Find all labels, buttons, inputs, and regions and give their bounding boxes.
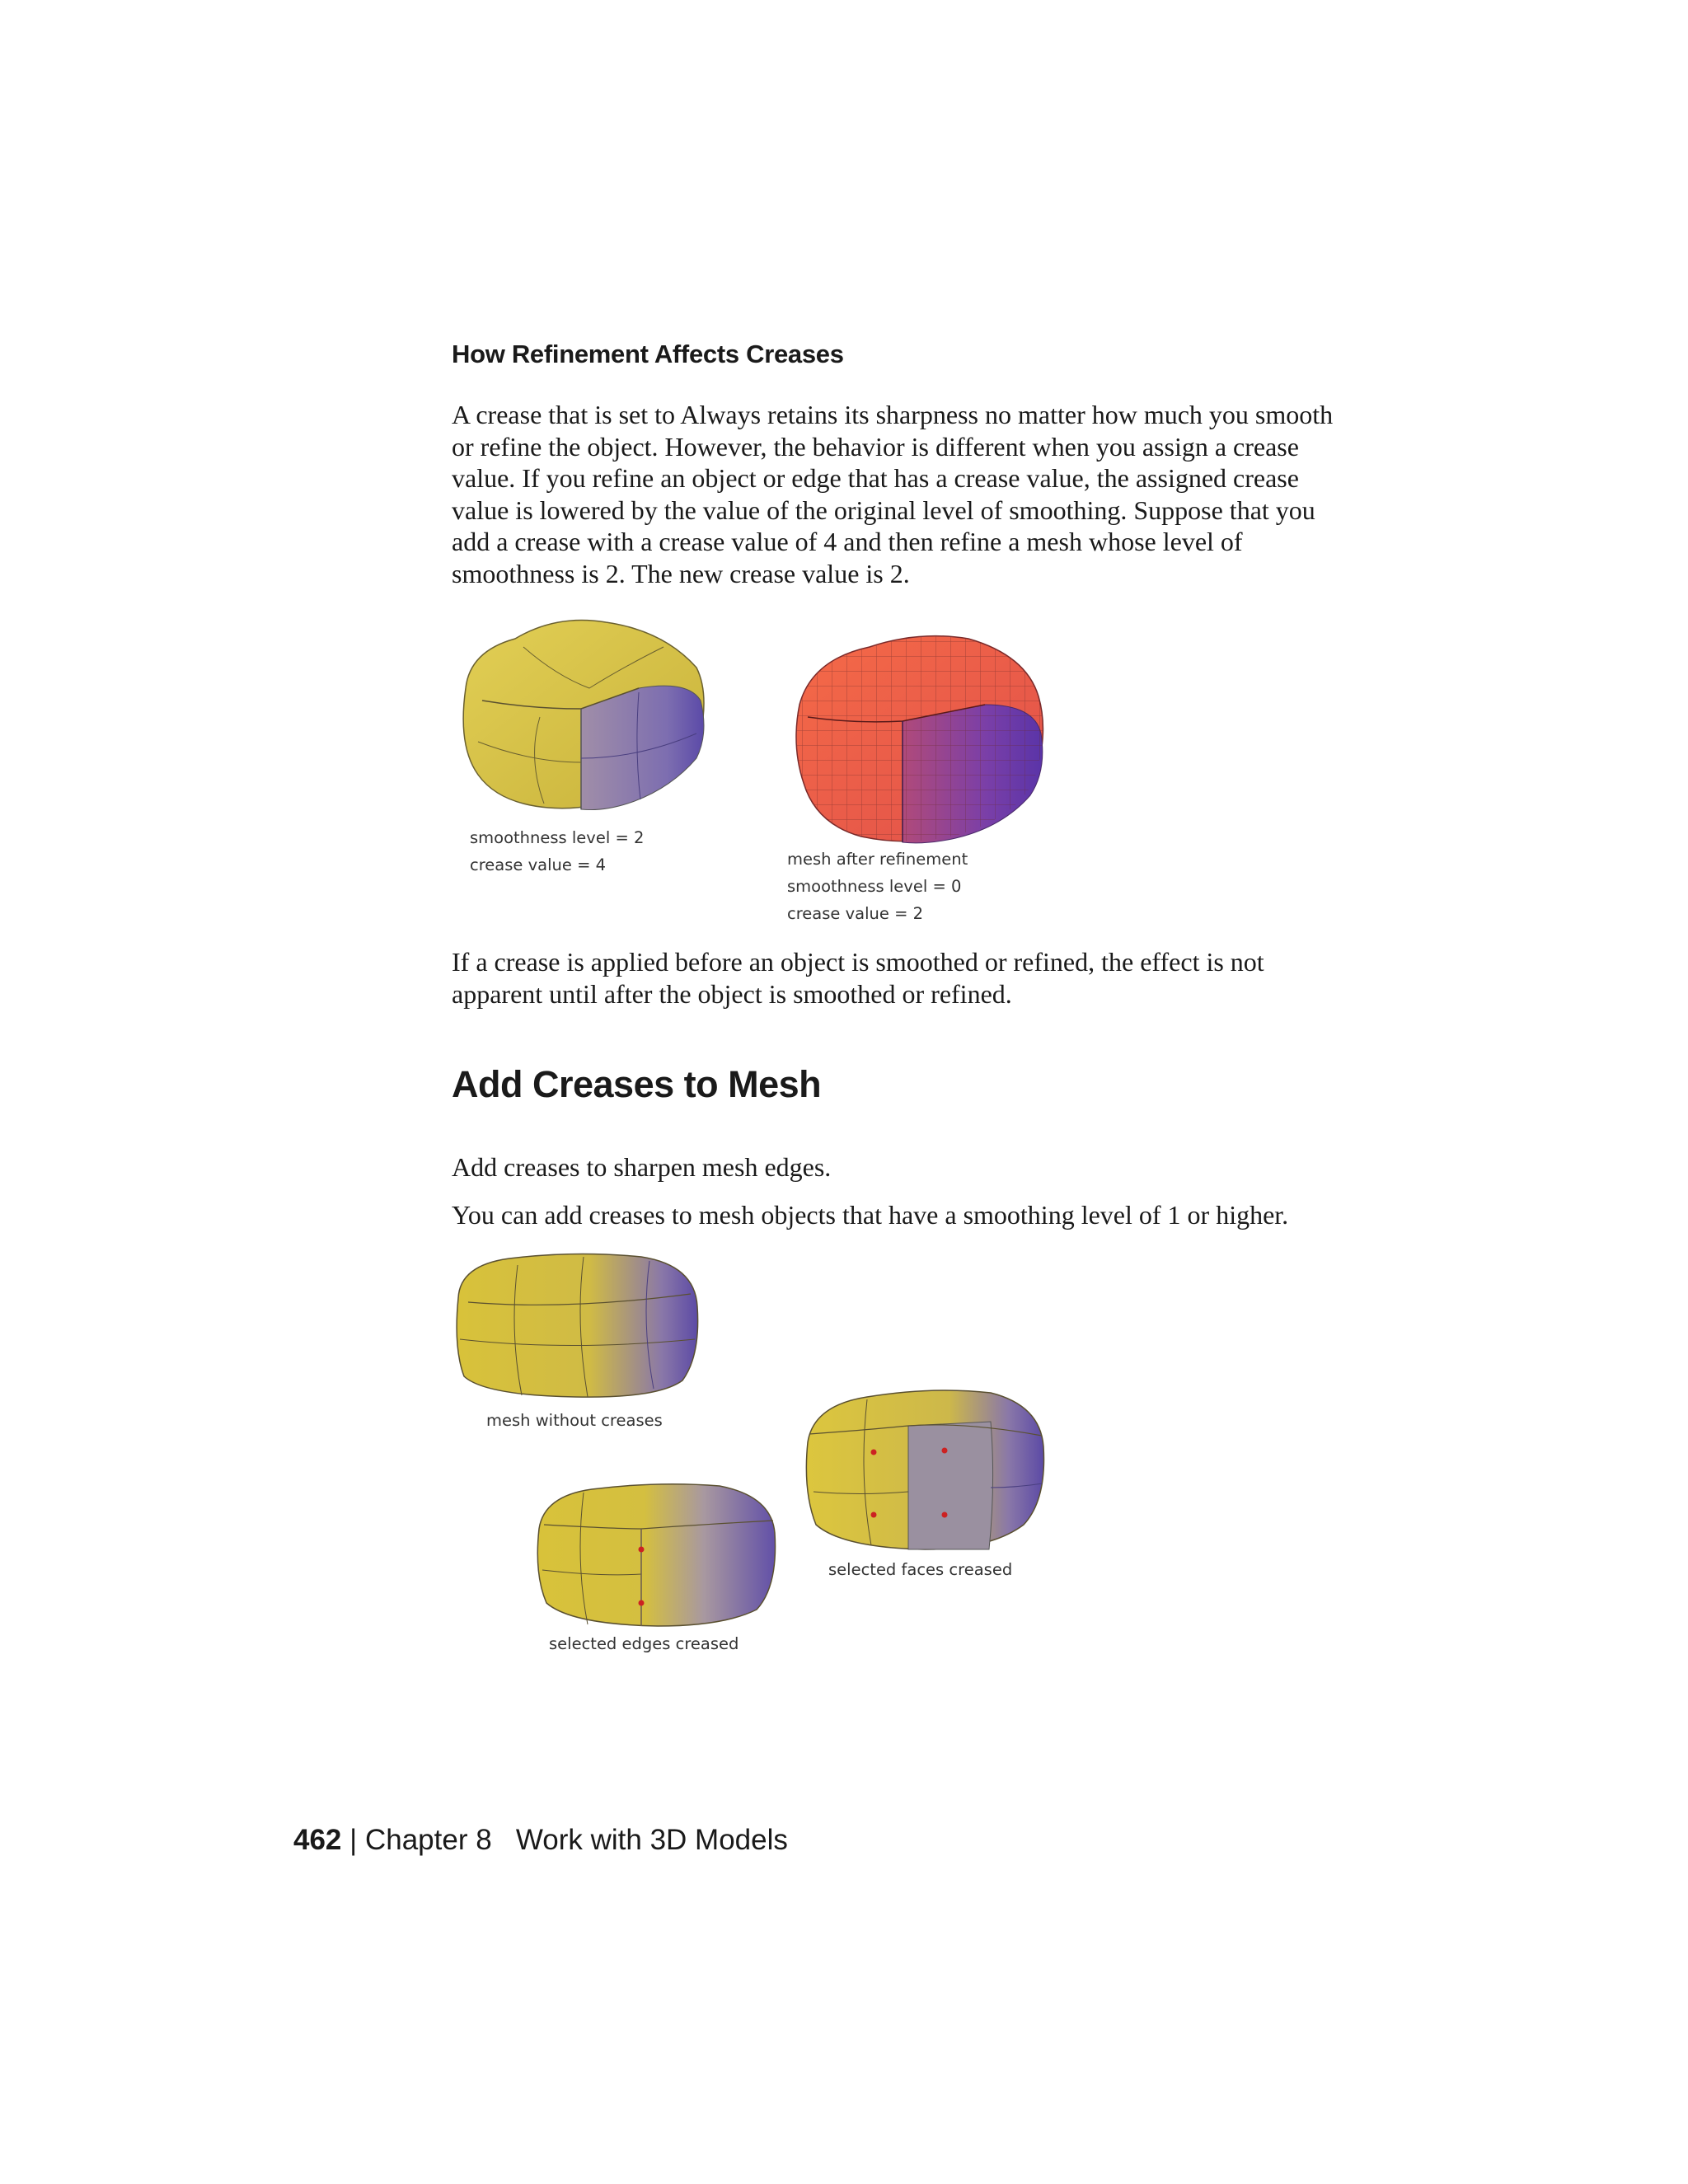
page-footer	[293, 1824, 788, 1857]
figure-refined-mesh	[787, 626, 1051, 849]
footer-separator: |	[341, 1824, 365, 1856]
caption-line: crease value = 2	[787, 904, 924, 923]
footer-chapter: Chapter 8	[364, 1824, 492, 1856]
paragraph-crease-refinement: A crease that is set to Always retains its sharpness no matter how much you smooth or refine the object. However, the behavior is different when you assign a crease value. If you refine an object or edge that has a crease value, the assigned crease value is lowered by the value of the original level of smoothing. Suppose that you add a crease with a crease value of 4 and then refine a mesh whose level of smoothness is 2. The new crease value is 2.	[452, 400, 1334, 588]
caption-selected-faces-creased: selected faces creased	[828, 1560, 1013, 1579]
caption-mesh-without-creases: mesh without creases	[486, 1411, 663, 1430]
caption-left-figure1	[470, 824, 644, 879]
figure-selected-faces-creased	[801, 1385, 1047, 1554]
caption-line: smoothness level = 2	[470, 828, 645, 847]
caption-line: mesh after refinement	[787, 850, 968, 869]
caption-right-figure1	[787, 846, 968, 927]
footer-chapter-title: Work with 3D Models	[515, 1824, 788, 1856]
page-number: 462	[293, 1824, 342, 1856]
figure-mesh-without-creases	[452, 1249, 703, 1401]
figure-smoothness-2-mesh	[449, 610, 713, 824]
paragraph-add-creases-intro: Add creases to sharpen mesh edges.	[452, 1152, 832, 1182]
caption-line: smoothness level = 0	[787, 877, 962, 896]
paragraph-crease-before-smooth: If a crease is applied before an object is smoothed or refined, the effect is not apparent until after the object is smoothed or refined.	[452, 947, 1264, 1009]
figure-selected-edges-creased	[534, 1479, 780, 1628]
caption-line: crease value = 4	[470, 855, 607, 874]
caption-selected-edges-creased: selected edges creased	[549, 1634, 739, 1653]
section-heading-refinement: How Refinement Affects Creases	[452, 340, 844, 368]
paragraph-smoothing-level: You can add creases to mesh objects that have a smoothing level of 1 or higher.	[452, 1200, 1289, 1230]
section-heading-add-creases: Add Creases to Mesh	[452, 1063, 822, 1105]
